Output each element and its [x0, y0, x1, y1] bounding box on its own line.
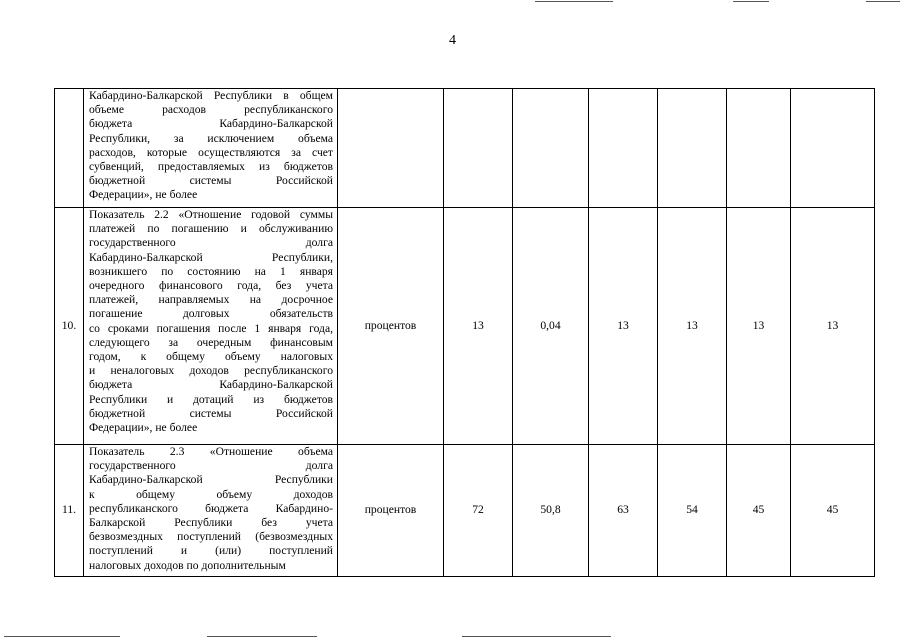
indicator-table [54, 88, 875, 577]
description-line: налоговых доходов по дополнительным [89, 558, 286, 572]
description-line: поступлений и (или) поступлений [89, 544, 333, 558]
value-cell: 45 [727, 445, 791, 577]
description-line: государственного долга [89, 236, 333, 250]
description-line: расходов, которые осуществляются за счет [89, 145, 333, 159]
value-cell [727, 89, 791, 208]
description-line: платежей, направляемых на досрочное [89, 293, 333, 307]
description-line: республиканского бюджета Кабардино- [89, 501, 333, 515]
value-cell: 0,04 [513, 208, 589, 445]
table-row [55, 208, 875, 445]
description-line: возникшего по состоянию на 1 января [89, 264, 333, 278]
description-line: Федерации», не более [89, 188, 198, 202]
description-line: Кабардино-Балкарской Республики в общем [89, 89, 333, 102]
value-cell: 63 [589, 445, 658, 577]
description-line: платежей по погашению и обслуживанию [89, 222, 333, 236]
value-cell: 13 [589, 208, 658, 445]
scan-mark [866, 1, 900, 2]
table-row [55, 89, 875, 208]
value-cell: 13 [791, 208, 875, 445]
value-cell [444, 89, 513, 208]
description-line: к общему объему доходов [89, 487, 333, 501]
description-line: государственного долга [89, 459, 333, 473]
value-cell: 50,8 [513, 445, 589, 577]
page-number: 4 [449, 33, 456, 48]
value-cell [513, 89, 589, 208]
description-line: Показатель 2.3 «Отношение объема [89, 445, 333, 458]
description-line: Республики, за исключением объема [89, 131, 333, 145]
description-line: безвозмездных поступлений (безвозмездных [89, 530, 333, 544]
unit-cell: процентов [338, 208, 444, 445]
scan-mark [733, 1, 769, 2]
value-cell [589, 89, 658, 208]
unit-cell: процентов [338, 445, 444, 577]
indicator-description [84, 208, 338, 445]
description-line: годом, к общему объему налоговых [89, 350, 333, 364]
indicator-description [84, 445, 338, 577]
value-cell [658, 89, 727, 208]
row-number: 11. [55, 445, 84, 577]
description-line: Кабардино-Балкарской Республики [89, 473, 333, 487]
scan-mark [4, 636, 120, 637]
description-line: следующего за очередным финансовым [89, 335, 333, 349]
row-number [55, 89, 84, 208]
scan-mark [462, 636, 611, 637]
description-line: бюджета Кабардино-Балкарской [89, 117, 333, 131]
value-cell [791, 89, 875, 208]
description-line: очередного финансового года, без учета [89, 279, 333, 293]
unit-cell [338, 89, 444, 208]
value-cell: 54 [658, 445, 727, 577]
description-line: Республики и дотаций из бюджетов [89, 392, 333, 406]
description-line: погашение долговых обязательств [89, 307, 333, 321]
value-cell: 13 [444, 208, 513, 445]
table-row [55, 445, 875, 577]
value-cell: 45 [791, 445, 875, 577]
description-line: Балкарской Республики без учета [89, 516, 333, 530]
value-cell: 72 [444, 445, 513, 577]
row-number: 10. [55, 208, 84, 445]
description-line: объеме расходов республиканского [89, 103, 333, 117]
value-cell: 13 [727, 208, 791, 445]
description-line: Федерации», не более [89, 421, 198, 435]
indicator-description [84, 89, 338, 208]
description-line: и неналоговых доходов республиканского [89, 364, 333, 378]
scan-mark [535, 1, 613, 2]
description-line: Показатель 2.2 «Отношение годовой суммы [89, 208, 333, 221]
value-cell: 13 [658, 208, 727, 445]
description-line: со сроками погашения после 1 января года, [89, 321, 333, 335]
description-line: субвенций, предоставляемых из бюджетов [89, 160, 333, 174]
scan-mark [207, 636, 317, 637]
description-line: бюджета Кабардино-Балкарской [89, 378, 333, 392]
description-line: Кабардино-Балкарской Республики, [89, 250, 333, 264]
description-line: бюджетной системы Российской [89, 174, 333, 188]
description-line: бюджетной системы Российской [89, 406, 333, 420]
